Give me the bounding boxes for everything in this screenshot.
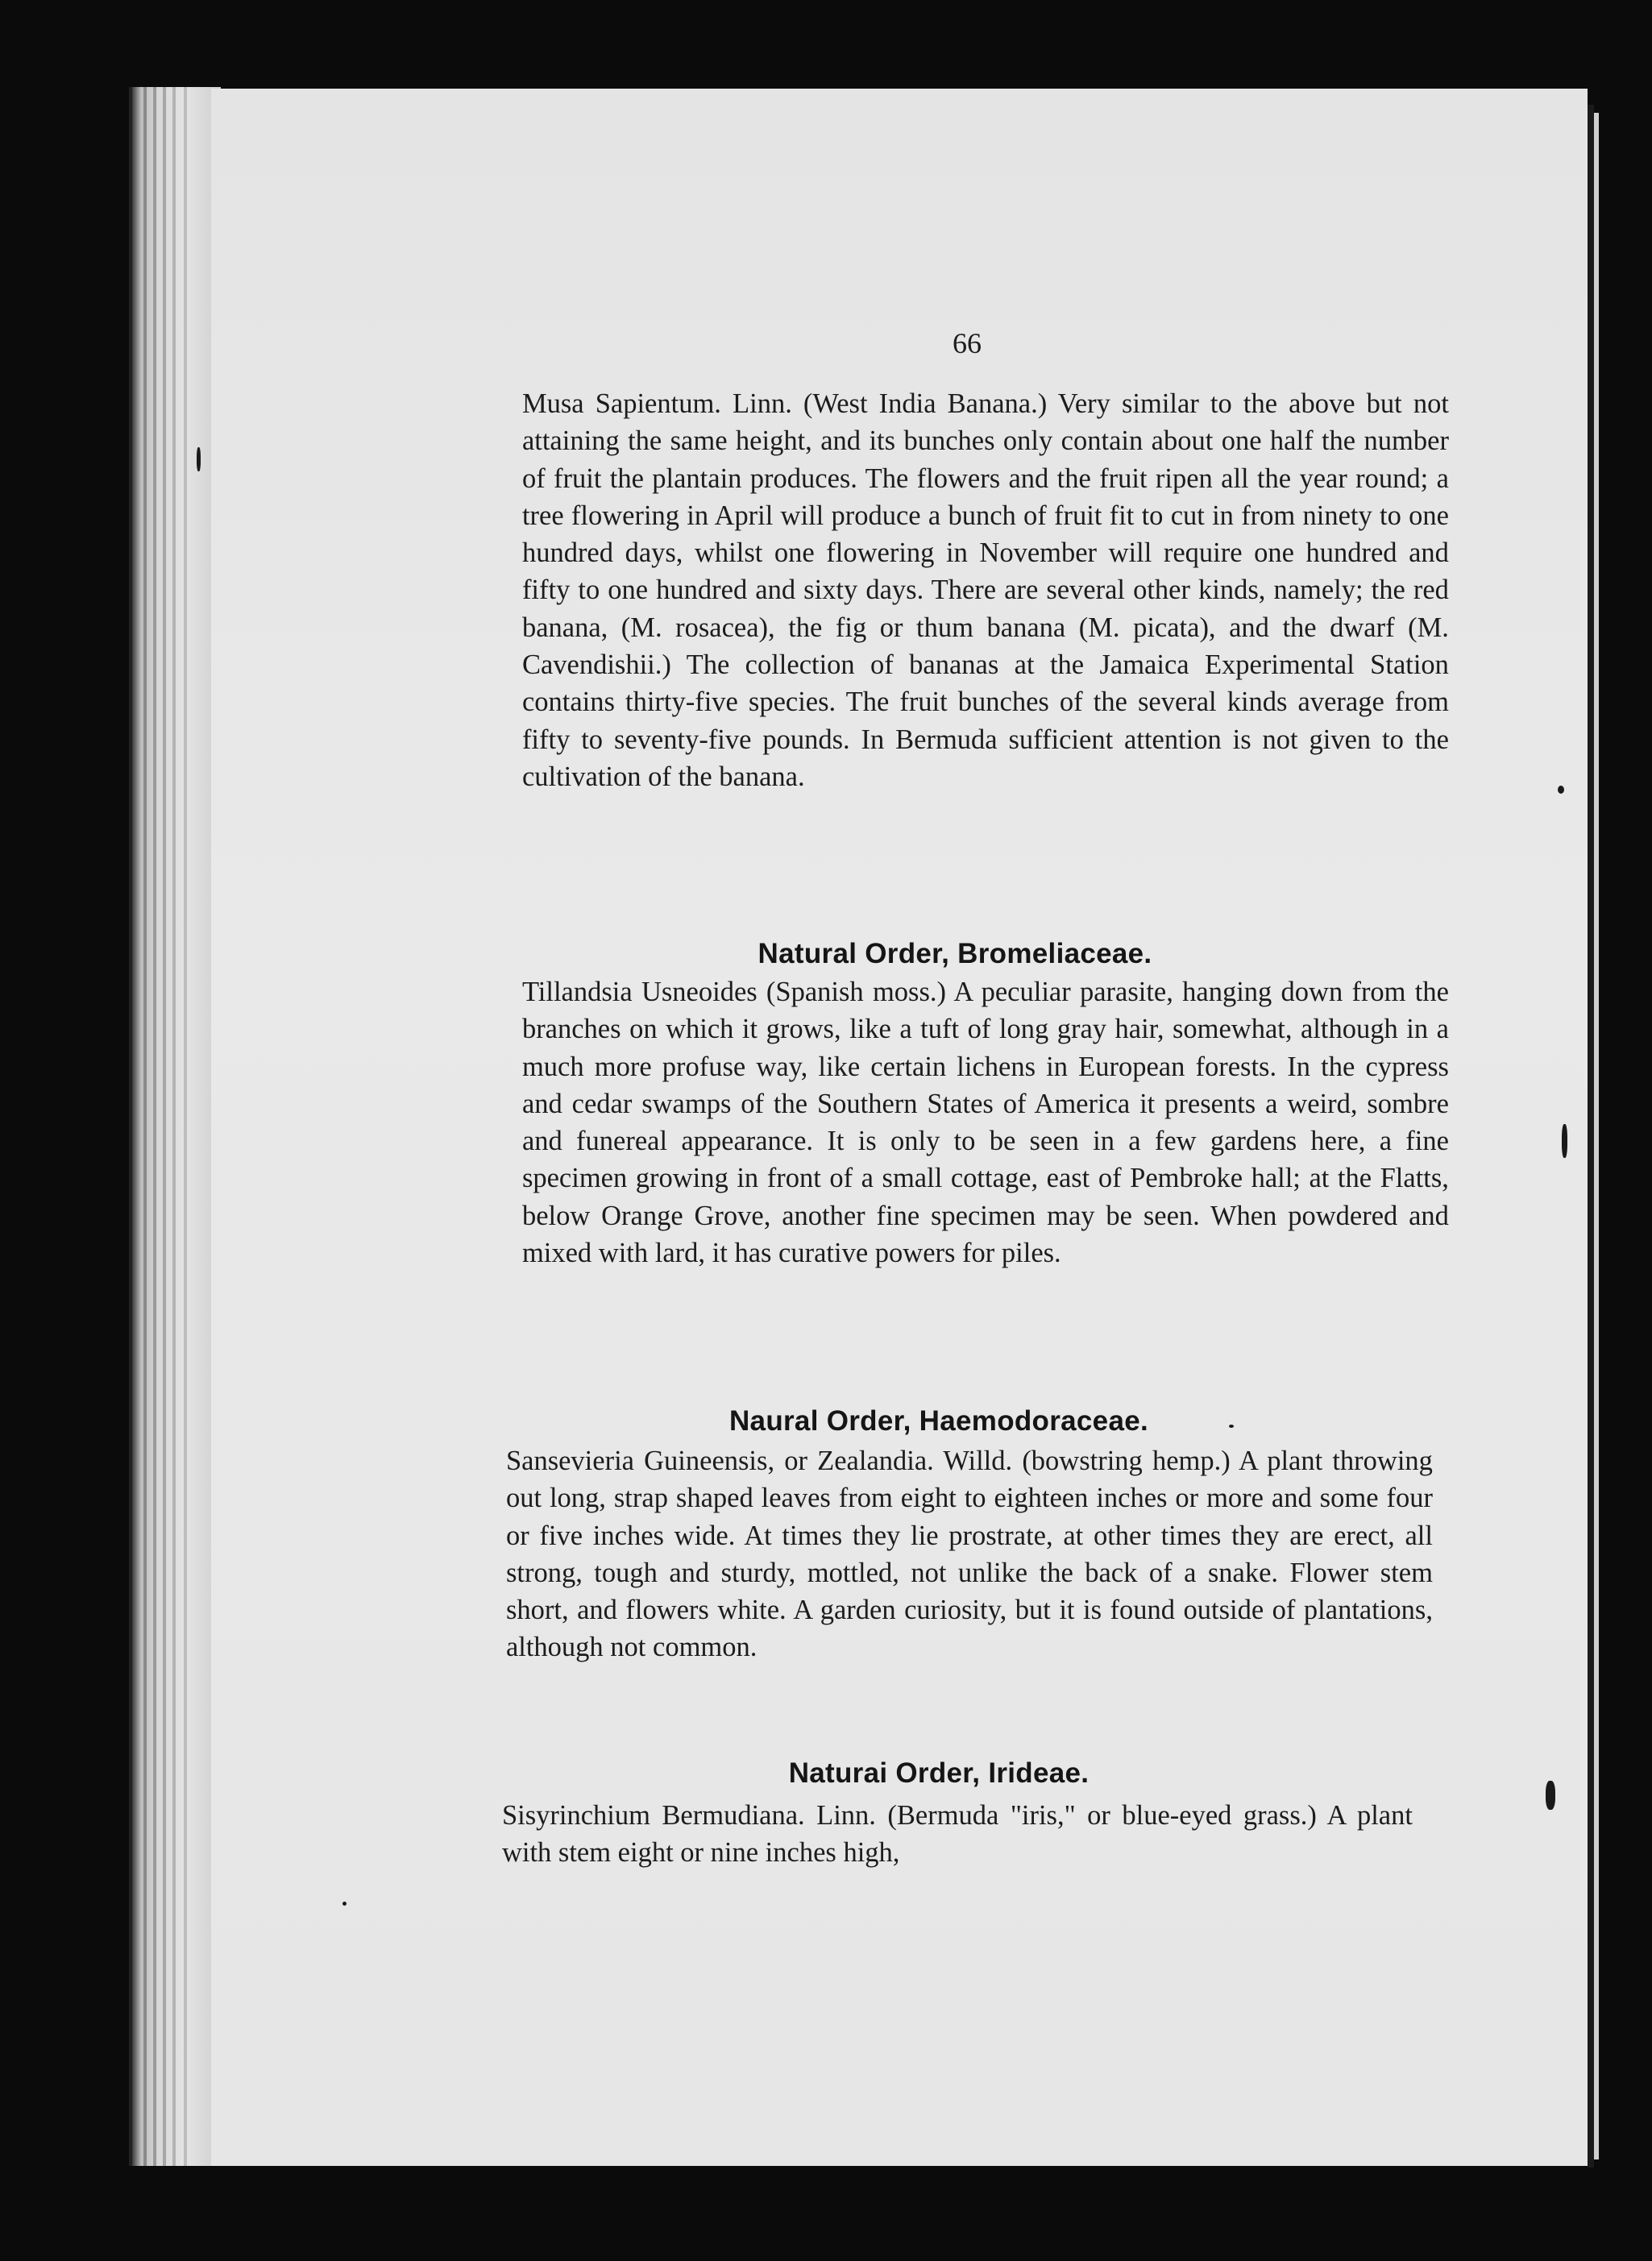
heading-bromeliaceae: Natural Order, Bromeliaceae. xyxy=(758,938,1152,969)
paragraph-sansevieria: Sansevieria Guineensis, or Zealandia. Willd. (bowstring hemp.) A plant throwing out long, strap shaped leaves from eight to eighteen inches or more and some four or five inches wide. At times they lie prostrate, at other times they are erect, all strong, tough and sturdy, mottled, not unlike the back of a snake. Flower stem short, and flowers white. A garden curiosity, but it is found outside of plantations, although not common. xyxy=(505,1446,1433,1663)
right-page-margin xyxy=(1594,113,1599,2159)
dust-speck xyxy=(1558,786,1564,794)
right-page-edge xyxy=(1588,105,1594,2168)
page-edge-stack xyxy=(129,87,221,2166)
heading-irideae: Naturai Order, Irideae. xyxy=(788,1757,1090,1789)
dust-speck xyxy=(1229,1425,1234,1428)
paragraph-musa-sapientum: Musa Sapientum. Linn. (West India Banana.) Very similar to the above but not attaining the same height, and its bunches only contain about one half the number of fruit the plantain produces. The flowers and the fruit ripen all the year round; a tree flowering in April will produce a bunch of fruit fit to cut in from ninety to one hundred days, whilst one flowering in November will require one hundred and fifty to one hundred and sixty days. There are several other kinds, namely; the red banana, (M. rosacea), the fig or thum banana (M. picata), and the dwarf (M. Cavendishii.) The collection of bananas at the Jamaica Experimental Station contains thirty-five species. The fruit bunches of the several kinds average from fifty to seventy-five pounds. In Bermuda sufficient attention is not given to the cultivation of the banana. xyxy=(521,388,1449,792)
page-number: 66 xyxy=(953,327,982,359)
dust-speck xyxy=(1546,1781,1555,1810)
dust-speck xyxy=(1562,1124,1567,1158)
paragraph-sisyrinchium: Sisyrinchium Bermudiana. Linn. (Bermuda "iris," or blue-eyed grass.) A plant with stem eight or nine inches high, xyxy=(501,1800,1413,1869)
paragraph-tillandsia: Tillandsia Usneoides (Spanish moss.) A peculiar parasite, hanging down from the branches on which it grows, like a tuft of long gray hair, somewhat, although in a much more profuse way, like certain lichens in European forests. In the cypress and cedar swamps of the Southern States of America it presents a weird, sombre and funereal appearance. It is only to be seen in a few gardens here, a fine specimen growing in front of a small cottage, east of Pembroke hall; at the Flatts, below Orange Grove, another fine specimen may be seen. When powdered and mixed with lard, it has curative powers for piles. xyxy=(521,977,1449,1269)
dust-speck xyxy=(342,1902,347,1906)
dust-speck xyxy=(197,447,201,471)
heading-haemodoraceae: Naural Order, Haemodoraceae. xyxy=(728,1405,1149,1437)
